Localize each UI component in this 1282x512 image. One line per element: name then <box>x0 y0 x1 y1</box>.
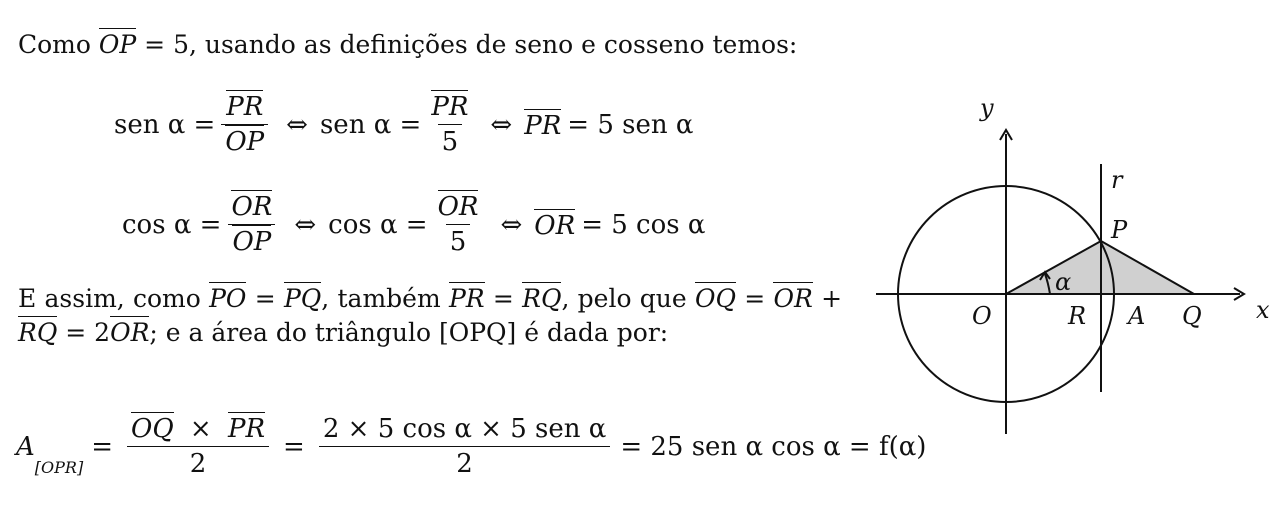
para-text-1: E assim, como <box>18 284 201 313</box>
seg-pr: PR <box>448 284 485 313</box>
label-alpha: α <box>1055 268 1072 296</box>
sin-mid: sen α = <box>319 109 422 140</box>
cos-iff-1: ⇔ <box>294 209 317 240</box>
sin-frac1-den: OP <box>221 124 268 157</box>
cosine-equation <box>122 192 705 257</box>
label-a: A <box>1128 302 1146 330</box>
cos-seg-or: OR <box>534 210 576 241</box>
label-x: x <box>1256 296 1270 324</box>
area-frac1-den: 2 <box>127 446 269 479</box>
area-frac2-den: 2 <box>319 446 610 479</box>
cos-frac2-den: 5 <box>446 224 471 257</box>
sine-equation <box>114 92 693 157</box>
seg-rq-2: RQ <box>18 318 58 347</box>
sin-fraction-1 <box>221 92 268 157</box>
intro-line <box>18 30 797 60</box>
sin-iff-1: ⇔ <box>286 109 308 140</box>
seg-pq: PQ <box>283 284 322 313</box>
area-subscript: [OPR] <box>34 458 84 477</box>
explanation-paragraph <box>18 282 842 350</box>
para-text-2: , também <box>321 284 441 313</box>
label-p: P <box>1111 216 1128 244</box>
intro-prefix: Como <box>18 30 91 59</box>
sin-frac2-den: 5 <box>438 124 463 157</box>
seg-or-1: OR <box>773 284 813 313</box>
para-text-4: ; e a área do triângulo [OPQ] é dada <box>149 318 609 347</box>
seg-po: PO <box>209 284 247 313</box>
para-plus: + <box>821 284 843 313</box>
sin-frac1-num: PR <box>226 92 264 122</box>
para-eq-1: = <box>254 284 276 313</box>
seg-or-2: OR <box>110 318 150 347</box>
area-rhs: = 25 sen α cos α = f(α) <box>620 431 927 462</box>
label-q: Q <box>1182 302 1202 330</box>
cos-fraction-1 <box>227 192 276 257</box>
sin-rhs: = 5 sen α <box>567 109 694 140</box>
para-eq-4: = 2 <box>65 318 111 347</box>
intro-suffix: = 5, usando as definições de seno e cosseno temos: <box>144 30 798 59</box>
area-frac1-num: OQ × PR <box>131 414 266 444</box>
area-eq-1: = <box>91 431 113 462</box>
sin-fraction-2 <box>427 92 472 157</box>
para-eq-2: = <box>492 284 514 313</box>
sin-iff-2: ⇔ <box>490 109 513 140</box>
cos-lhs: cos α = <box>122 209 222 240</box>
sin-lhs: sen α = <box>114 109 216 140</box>
seg-rq: RQ <box>522 284 562 313</box>
sin-frac2-num: PR <box>431 92 469 122</box>
seg-oq: OQ <box>694 284 736 313</box>
label-o: O <box>972 302 992 330</box>
cos-rhs: = 5 cos α <box>581 209 706 240</box>
area-equation <box>16 414 926 479</box>
area-frac2-num: 2 × 5 cos α × 5 sen α <box>322 414 607 444</box>
sin-seg-pr: PR <box>524 110 562 141</box>
area-eq-2: = <box>283 431 305 462</box>
label-y: y <box>980 94 994 122</box>
label-r-point: R <box>1068 302 1087 330</box>
area-fraction-1 <box>127 414 269 479</box>
segment-op: OP <box>98 30 137 59</box>
para-text-5: por: <box>616 318 669 347</box>
cos-fraction-2 <box>434 192 483 257</box>
cos-frac2-num: OR <box>437 192 479 222</box>
para-eq-3: = <box>744 284 766 313</box>
label-r: r <box>1111 166 1123 194</box>
area-fraction-2 <box>319 414 610 479</box>
cos-frac1-den: OP <box>228 224 275 257</box>
cos-frac1-num: OR <box>231 192 273 222</box>
cos-iff-2: ⇔ <box>500 209 523 240</box>
unit-circle-diagram <box>868 88 1278 448</box>
area-symbol: A <box>16 431 35 462</box>
para-text-3: , pelo que <box>561 284 687 313</box>
cos-mid: cos α = <box>328 209 428 240</box>
